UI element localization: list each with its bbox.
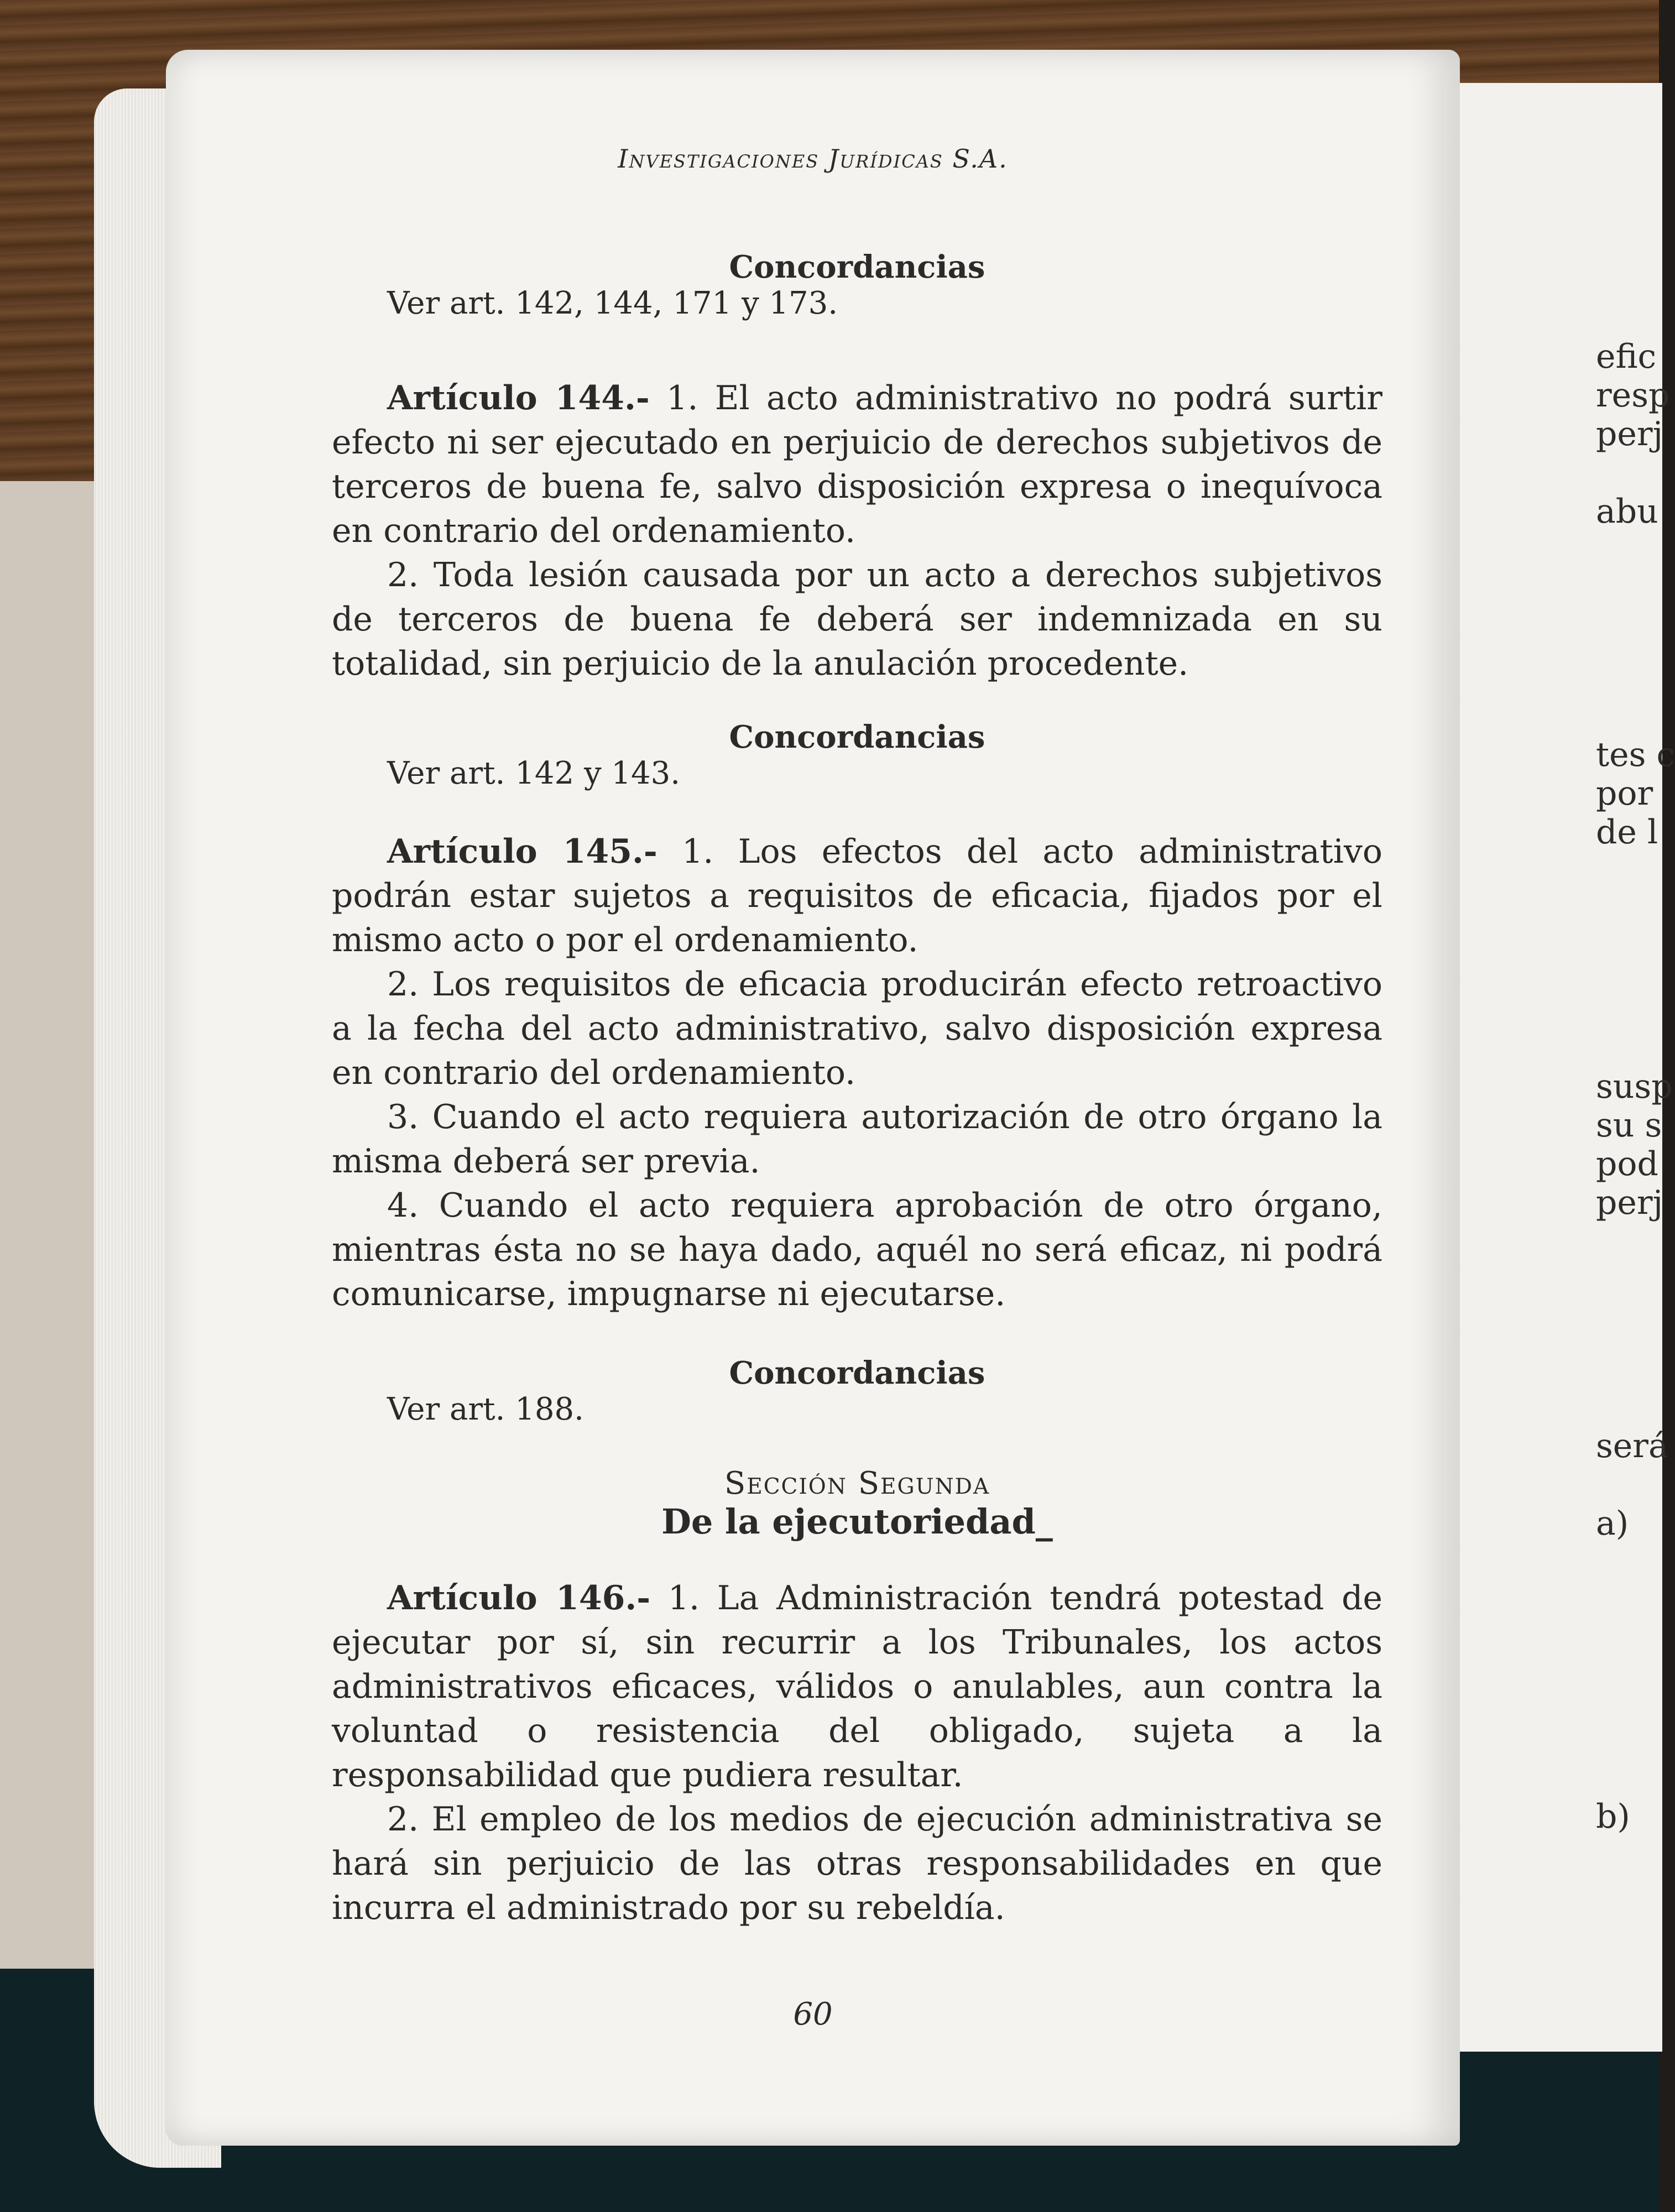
article-145-paragraph-4: 4. Cuando el acto requiera aprobación de otro órgano, mientras ésta no se haya dado, aquél no será eficaz, ni podrá comunicarse, impugnarse ni ejecutarse.	[332, 1186, 1382, 1313]
article-146-paragraph-2: 2. El empleo de los medios de ejecución administrativa se hará sin perjuicio de las otras responsabilidades en que incurra el administrado por su rebeldía.	[332, 1800, 1382, 1927]
facing-page-text: susp	[1596, 1067, 1673, 1106]
concordancias-heading: Concordancias	[729, 249, 985, 285]
article-145-label: Artículo 145.-	[387, 832, 658, 871]
article-145-paragraph-2: 2. Los requisitos de eficacia producirán efecto retroactivo a la fecha del acto administrativo, salvo disposición expresa en contrario del ordenamiento.	[332, 965, 1382, 1092]
facing-page	[1454, 83, 1675, 2052]
facing-page-text: a)	[1596, 1504, 1629, 1543]
article-145-paragraph-1	[332, 830, 1382, 962]
concordancias-block-2	[332, 719, 1382, 791]
section-heading	[332, 1465, 1382, 1542]
concordancias-block-1	[332, 249, 1382, 321]
facing-page-text: resp	[1596, 376, 1670, 415]
facing-page-text: pod	[1596, 1145, 1658, 1183]
facing-page-text: de l	[1596, 813, 1658, 852]
concordancias-heading: Concordancias	[729, 1355, 985, 1391]
concordancias-reference: Ver art. 142, 144, 171 y 173.	[387, 285, 838, 321]
facing-page-text: su s	[1596, 1106, 1662, 1145]
concordancias-reference: Ver art. 142 y 143.	[387, 755, 681, 791]
facing-page-text: por	[1596, 774, 1653, 813]
article-146-paragraph-1	[332, 1576, 1382, 1797]
facing-page-text: tes c	[1596, 735, 1675, 774]
book-page	[166, 50, 1460, 2146]
section-label: Sección Segunda	[724, 1465, 990, 1501]
facing-page-text: b)	[1596, 1797, 1630, 1836]
section-title: De la ejecutoriedad_	[661, 1501, 1053, 1542]
facing-page-text: perj	[1596, 415, 1663, 453]
concordancias-block-3	[332, 1355, 1382, 1427]
article-144-text-1: 1. El acto administrativo no podrá surtir efecto ni ser ejecutado en perjuicio de derechos subjetivos de terceros de buena fe, salvo disposición expresa o inequívoca en contrario del ordenamiento.	[332, 379, 1382, 550]
article-146-text-1: 1. La Administración tendrá potestad de ejecutar por sí, sin recurrir a los Tribunales, los actos administrativos eficaces, válidos o anulables, aun contra la voluntad o resistencia del obligado, sujeta a la responsabilidad que pudiera resultar.	[332, 1579, 1382, 1794]
article-145-text-1: 1. Los efectos del acto administrativo podrán estar sujetos a requisitos de eficacia, fijados por el mismo acto o por el ordenamiento.	[332, 832, 1382, 959]
page-number: 60	[793, 1996, 833, 2032]
article-144-paragraph-1	[332, 376, 1382, 553]
article-144-paragraph-2: 2. Toda lesión causada por un acto a derechos subjetivos de terceros de buena fe deberá ser indemnizada en su totalidad, sin perjuicio de la anulación procedente.	[332, 556, 1382, 683]
article-146	[332, 1576, 1382, 1930]
article-144-label: Artículo 144.-	[387, 379, 650, 418]
facing-page-text: será	[1596, 1427, 1668, 1465]
article-146-label: Artículo 146.-	[387, 1579, 651, 1618]
facing-page-text: abu	[1596, 492, 1658, 531]
facing-page-text: perj	[1596, 1183, 1663, 1222]
article-145	[332, 830, 1382, 1316]
running-head: Investigaciones Jurídicas S.A.	[618, 144, 1008, 174]
article-144	[332, 376, 1382, 686]
concordancias-reference: Ver art. 188.	[387, 1391, 584, 1427]
concordancias-heading: Concordancias	[729, 719, 985, 755]
article-145-paragraph-3: 3. Cuando el acto requiera autorización de otro órgano la misma deberá ser previa.	[332, 1098, 1382, 1181]
facing-page-text: efic	[1596, 337, 1657, 376]
